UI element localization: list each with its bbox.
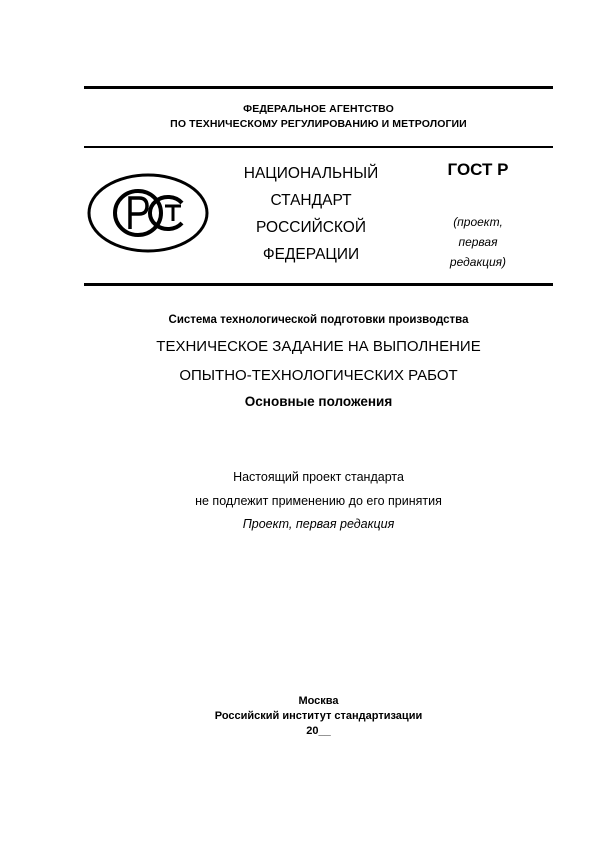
imprint-year: 20__ (306, 725, 331, 737)
document-subtitle: Основные положения (244, 394, 393, 409)
national-line-4: ФЕДЕРАЦИИ (262, 246, 360, 263)
imprint-publisher: Российский институт стандартизации (214, 710, 423, 722)
draft-note (428, 212, 528, 272)
notice-line-2: не подлежит применению до его принятия (195, 493, 442, 508)
rst-emblem-icon (86, 171, 210, 255)
imprint-city: Москва (298, 695, 339, 707)
national-line-1: НАЦИОНАЛЬНЫЙ (243, 165, 379, 182)
agency-header (84, 102, 553, 132)
header-divider (84, 146, 553, 148)
document-title-line-2: ОПЫТНО-ТЕХНОЛОГИЧЕСКИХ РАБОТ (179, 367, 458, 384)
draft-notice (60, 466, 577, 537)
block-bottom-rule (84, 283, 553, 286)
imprint (60, 694, 577, 739)
national-line-3: РОССИЙСКОЙ (256, 219, 366, 236)
notice-line-1: Настоящий проект стандарта (233, 470, 404, 484)
notice-line-3: Проект, первая редакция (242, 517, 395, 531)
standard-series: Система технологической подготовки производства (168, 314, 469, 326)
agency-line-2: ПО ТЕХНИЧЕСКОМУ РЕГУЛИРОВАНИЮ И МЕТРОЛОГИИ (170, 118, 467, 130)
document-title-line-1: ТЕХНИЧЕСКОЕ ЗАДАНИЕ НА ВЫПОЛНЕНИЕ (156, 338, 481, 355)
national-line-2: СТАНДАРТ (270, 192, 352, 209)
standard-designation: ГОСТ Р (447, 160, 509, 179)
draft-note-line-1: (проект, (453, 215, 503, 229)
national-standard-label (222, 160, 400, 268)
document-title (60, 332, 577, 390)
draft-note-line-2: первая (458, 235, 498, 249)
agency-line-1: ФЕДЕРАЛЬНОЕ АГЕНТСТВО (243, 103, 394, 115)
draft-note-line-3: редакция) (449, 255, 507, 269)
top-rule (84, 86, 553, 89)
